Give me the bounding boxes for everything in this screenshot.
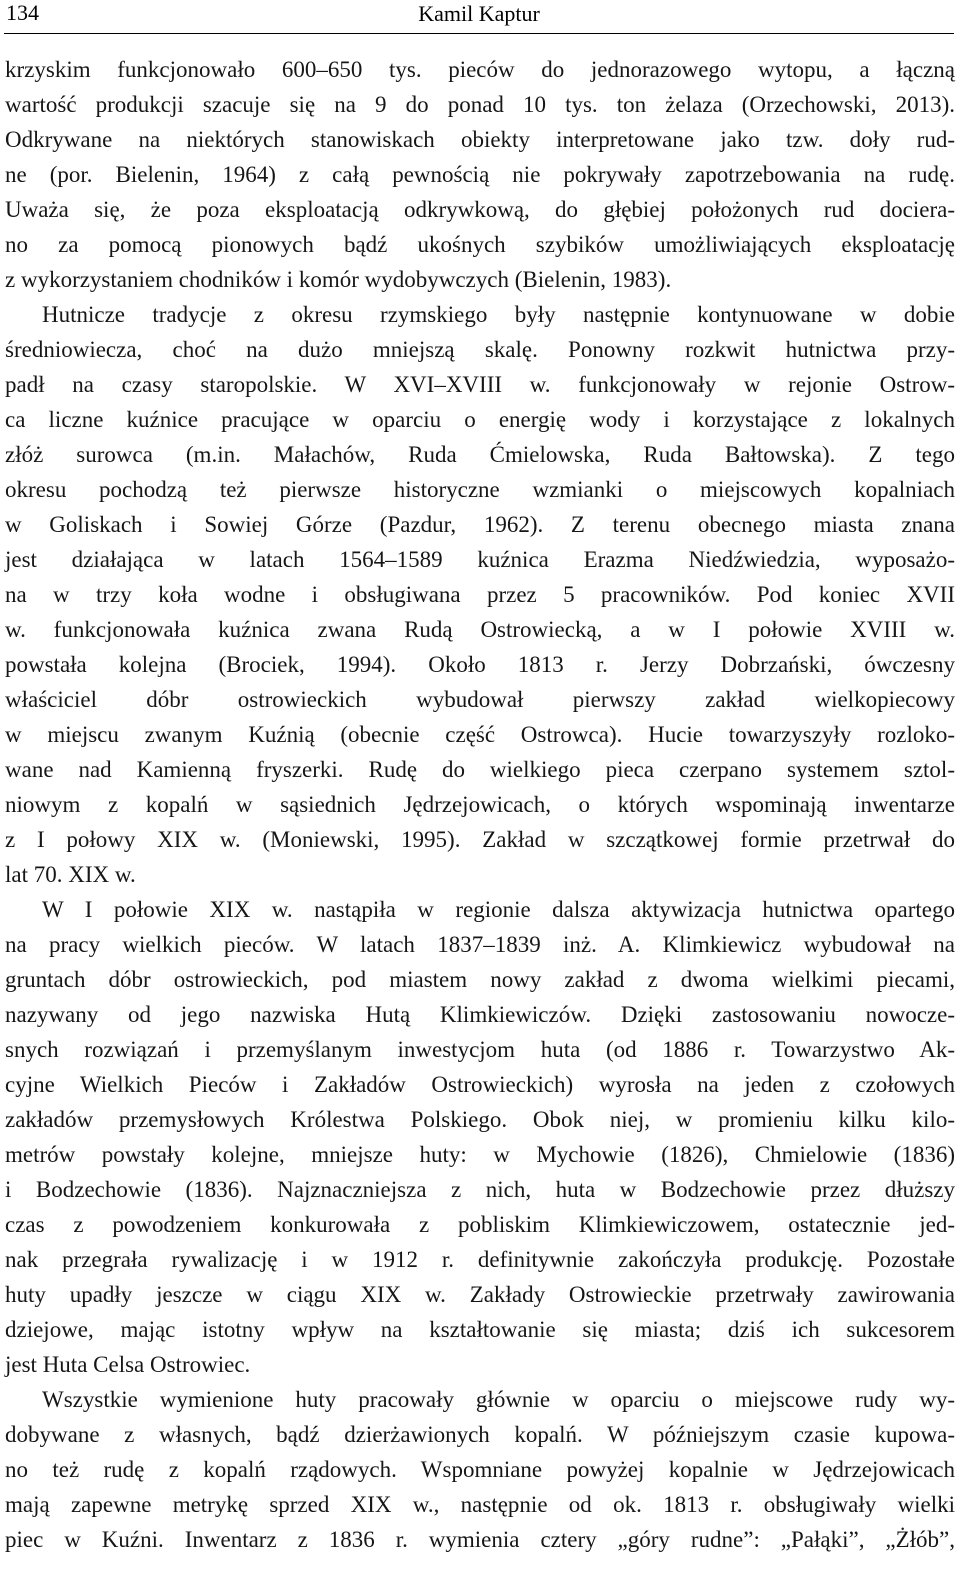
header-rule [4, 33, 954, 34]
text-line: gruntach dóbr ostrowieckich, pod miastem nowy zakład z dwoma wielkimi piecami, [5, 967, 955, 992]
text-line: no też rudę z kopalń rządowych. Wspomniane powyżej kopalnie w Jędrzejowicach [5, 1457, 955, 1482]
text-line: na pracy wielkich pieców. W latach 1837–1839 inż. A. Klimkiewicz wybudował na [5, 932, 955, 957]
text-line: ne (por. Bielenin, 1964) z całą pewnością nie pokrywały zapotrzebowania na rudę. [5, 162, 955, 187]
text-line: huty upadły jeszcze w ciągu XIX w. Zakłady Ostrowieckie przetrwały zawirowania [5, 1282, 955, 1307]
running-header [6, 0, 952, 30]
text-line: cyjne Wielkich Pieców i Zakładów Ostrowieckich) wyrosła na jeden z czołowych [5, 1072, 955, 1097]
text-line: jest Huta Celsa Ostrowiec. [5, 1352, 251, 1377]
text-line: wane nad Kamienną fryszerki. Rudę do wielkiego pieca czerpano systemem sztol- [5, 757, 955, 782]
text-line: metrów powstały kolejne, mniejsze huty: w Mychowie (1826), Chmielowie (1836) [5, 1142, 955, 1167]
text-line: właściciel dóbr ostrowieckich wybudował pierwszy zakład wielkopiecowy [5, 687, 955, 712]
text-line: powstała kolejna (Brociek, 1994). Około 1813 r. Jerzy Dobrzański, ówczesny [5, 652, 955, 677]
text-line: z wykorzystaniem chodników i komór wydobywczych (Bielenin, 1983). [5, 267, 672, 292]
text-line: średniowiecza, choć na dużo mniejszą skalę. Ponowny rozkwit hutnictwa przy- [5, 337, 955, 362]
text-line: mają zapewne metrykę sprzed XIX w., następnie od ok. 1813 r. obsługiwały wielki [5, 1492, 955, 1517]
text-line: padł na czasy staropolskie. W XVI–XVIII w. funkcjonowały w rejonie Ostrow- [5, 372, 955, 397]
text-line: dziejowe, mając istotny wpływ na kształtowanie się miasta; dziś ich sukcesorem [5, 1317, 955, 1342]
text-line: złóż surowca (m.in. Małachów, Ruda Ćmielowska, Ruda Bałtowska). Z tego [5, 442, 955, 467]
text-line: z I połowy XIX w. (Moniewski, 1995). Zakład w szczątkowej formie przetrwał do [5, 827, 955, 852]
body-text [5, 52, 955, 1557]
text-line: niowym z kopalń w sąsiednich Jędrzejowicach, o których wspominają inwentarze [5, 792, 955, 817]
text-line: nazywany od jego nazwiska Hutą Klimkiewiczów. Dzięki zastosowaniu nowocze- [5, 1002, 955, 1027]
text-line: Wszystkie wymienione huty pracowały głównie w oparciu o miejscowe rudy wy- [42, 1387, 955, 1412]
text-line: dobywane z własnych, bądź dzierżawionych kopalń. W późniejszym czasie kupowa- [5, 1422, 955, 1447]
text-line: i Bodzechowie (1836). Najznaczniejsza z nich, huta w Bodzechowie przez dłuższy [5, 1177, 955, 1202]
text-line: Uważa się, że poza eksploatacją odkrywkową, do głębiej położonych rud docierа- [5, 197, 955, 222]
text-line: piec w Kuźni. Inwentarz z 1836 r. wymienia cztery „góry rudne”: „Pałąki”, „Żłób”, [5, 1527, 955, 1552]
text-line: Hutnicze tradycje z okresu rzymskiego były następnie kontynuowane w dobie [42, 302, 955, 327]
text-line: lat 70. XIX w. [5, 862, 136, 887]
page-number: 134 [6, 0, 39, 25]
text-line: snych rozwiązań i przemyślanym inwestycjom huta (od 1886 r. Towarzystwo Ak- [5, 1037, 955, 1062]
text-line: zakładów przemysłowych Królestwa Polskiego. Obok niej, w promieniu kilku kilo- [5, 1107, 955, 1132]
running-head-author: Kamil Kaptur [418, 1, 540, 26]
text-line: w. funkcjonowała kuźnica zwana Rudą Ostrowiecką, a w I połowie XVIII w. [5, 617, 955, 642]
text-line: ca liczne kuźnice pracujące w oparciu o energię wody i korzystające z lokalnych [5, 407, 955, 432]
text-line: jest działająca w latach 1564–1589 kuźnica Erazma Niedźwiedzia, wyposażo- [5, 547, 955, 572]
text-line: wartość produkcji szacuje się na 9 do ponad 10 tys. ton żelaza (Orzechowski, 2013). [5, 92, 955, 117]
text-line: no za pomocą pionowych bądź ukośnych szybików umożliwiających eksploatację [5, 232, 955, 257]
text-line: Odkrywane na niektórych stanowiskach obiekty interpretowane jako tzw. doły rud- [5, 127, 955, 152]
text-line: okresu pochodzą też pierwsze historyczne wzmianki o miejscowych kopalniach [5, 477, 955, 502]
text-line: nak przegrała rywalizację i w 1912 r. definitywnie zakończyła produkcję. Pozostałe [5, 1247, 955, 1272]
text-line: w Goliskach i Sowiej Górze (Pazdur, 1962). Z terenu obecnego miasta znana [5, 512, 955, 537]
text-line: krzyskim funkcjonowało 600–650 tys. pieców do jednorazowego wytopu, a łączną [5, 57, 955, 82]
text-line: W I połowie XIX w. nastąpiła w regionie dalsza aktywizacja hutnictwa opartego [42, 897, 955, 922]
text-line: czas z powodzeniem konkurowała z pobliskim Klimkiewiczowem, ostatecznie jed- [5, 1212, 955, 1237]
text-line: w miejscu zwanym Kuźnią (obecnie część Ostrowca). Hucie towarzyszyły rozloko- [5, 722, 955, 747]
text-line: na w trzy koła wodne i obsługiwana przez 5 pracowników. Pod koniec XVII [5, 582, 955, 607]
